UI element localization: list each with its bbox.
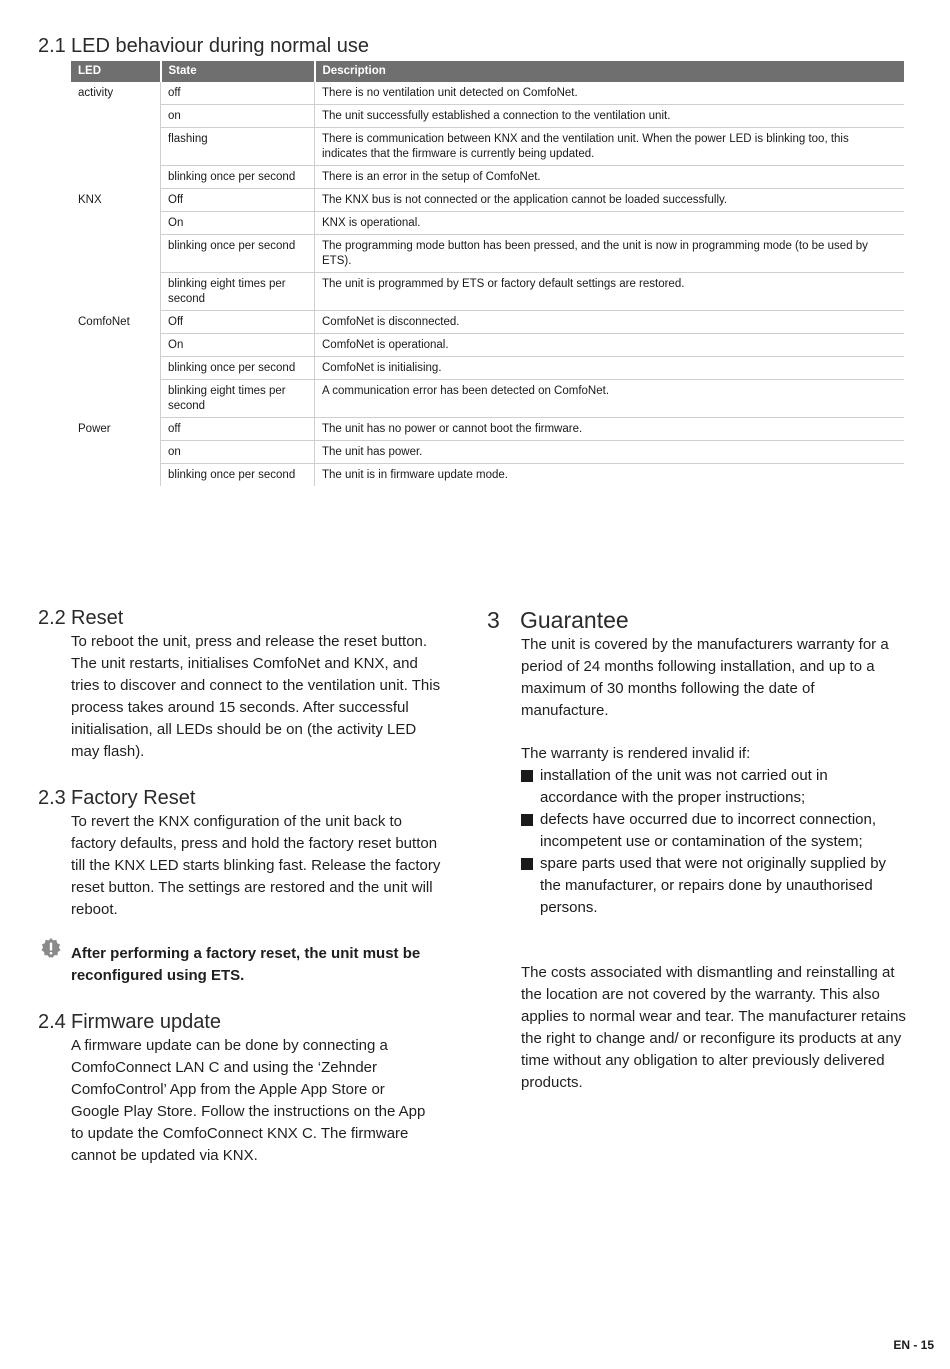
- table-row: [71, 128, 904, 166]
- section-2-3-heading: [38, 787, 195, 810]
- description-cell: KNX is operational.: [315, 212, 905, 235]
- section-number: 2.3: [38, 787, 66, 809]
- list-item-text: spare parts used that were not originally supplied by the manufacturer, or repairs done by unauthorised persons.: [540, 855, 887, 916]
- table-row: [71, 418, 904, 441]
- table-row: [71, 273, 904, 311]
- section-2-4-heading: [38, 1011, 221, 1034]
- state-cell: flashing: [161, 128, 315, 166]
- section-2-2-heading: [38, 607, 123, 630]
- description-cell: A communication error has been detected on ComfoNet.: [315, 380, 905, 418]
- state-cell: blinking once per second: [161, 464, 315, 487]
- factory-reset-note: After performing a factory reset, the unit must be reconfigured using ETS.: [71, 945, 421, 984]
- description-cell: ComfoNet is operational.: [315, 334, 905, 357]
- state-cell: on: [161, 441, 315, 464]
- description-cell: The unit has no power or cannot boot the firmware.: [315, 418, 905, 441]
- table-row: [71, 334, 904, 357]
- guarantee-closing: The costs associated with dismantling and reinstalling at the location are not covered by the warranty. This also applies to normal wear and tear. The manufacturer retains the right to change and/ or reconfigure its products at any time without any obligation to alter previously delivered products.: [521, 964, 906, 1091]
- section-number: 2.2: [38, 607, 66, 629]
- description-cell: The unit successfully established a connection to the ventilation unit.: [315, 105, 905, 128]
- section-3-heading: [487, 607, 629, 634]
- state-cell: Off: [161, 311, 315, 334]
- section-number: 2.4: [38, 1011, 66, 1033]
- description-cell: ComfoNet is disconnected.: [315, 311, 905, 334]
- table-row: [71, 441, 904, 464]
- guarantee-invalid-list: [521, 765, 906, 919]
- section-title: LED behaviour during normal use: [71, 35, 369, 57]
- state-cell: blinking eight times per second: [161, 380, 315, 418]
- warning-badge-icon: [40, 937, 62, 959]
- table-row: [71, 235, 904, 273]
- firmware-update-body: A firmware update can be done by connecting a ComfoConnect LAN C and using the ‘Zehnder ComfoControl’ App from the Apple App Store or Google Play Store. Follow the instructions on the App to update the ComfoConnect KNX C. The firmware cannot be updated via KNX.: [71, 1037, 426, 1164]
- description-cell: The programming mode button has been pressed, and the unit is now in programming mode (to be used by ETS).: [315, 235, 905, 273]
- column-header-state: State: [161, 61, 315, 82]
- description-cell: There is no ventilation unit detected on ComfoNet.: [315, 82, 905, 105]
- column-header-led: LED: [71, 61, 161, 82]
- guarantee-intro: The unit is covered by the manufacturers warranty for a period of 24 months following installation, and up to a maximum of 30 months following the date of manufacture.: [521, 636, 889, 719]
- state-cell: blinking eight times per second: [161, 273, 315, 311]
- table-row: [71, 311, 904, 334]
- led-name-cell: KNX: [78, 193, 102, 206]
- factory-reset-body: To revert the KNX configuration of the unit back to factory defaults, press and hold the factory reset button till the KNX LED starts blinking fast. Release the factory reset button. The settings are restored and the unit will reboot.: [71, 813, 441, 918]
- description-cell: ComfoNet is initialising.: [315, 357, 905, 380]
- list-item-text: installation of the unit was not carried out in accordance with the proper instructions;: [540, 767, 828, 806]
- list-item: [521, 809, 906, 853]
- state-cell: off: [161, 418, 315, 441]
- state-cell: blinking once per second: [161, 166, 315, 189]
- led-behaviour-table: [71, 61, 904, 486]
- list-item: [521, 765, 906, 809]
- column-header-description: Description: [315, 61, 905, 82]
- description-cell: The KNX bus is not connected or the application cannot be loaded successfully.: [315, 189, 905, 212]
- table-header-row: [71, 61, 904, 82]
- table-row: [71, 105, 904, 128]
- list-item-text: defects have occurred due to incorrect connection, incompetent use or contamination of the system;: [540, 811, 877, 850]
- section-title: Guarantee: [520, 607, 629, 633]
- table-row: [71, 357, 904, 380]
- led-name-cell: ComfoNet: [78, 315, 130, 328]
- table-row: [71, 464, 904, 487]
- state-cell: On: [161, 334, 315, 357]
- table-row: [71, 166, 904, 189]
- state-cell: blinking once per second: [161, 357, 315, 380]
- led-name-cell: activity: [78, 87, 114, 99]
- state-cell: On: [161, 212, 315, 235]
- section-number: 3: [487, 607, 500, 633]
- state-cell: off: [161, 82, 315, 105]
- bullet-square-icon: [521, 814, 533, 826]
- description-cell: The unit has power.: [315, 441, 905, 464]
- bullet-square-icon: [521, 770, 533, 782]
- section-title: Firmware update: [71, 1011, 222, 1033]
- section-title: Reset: [71, 607, 124, 629]
- page-number: EN - 15: [893, 1338, 934, 1352]
- description-cell: There is communication between KNX and the ventilation unit. When the power LED is blinking too, this indicates that the firmware is currently being updated.: [315, 128, 905, 166]
- list-item: [521, 853, 906, 919]
- section-title: Factory Reset: [71, 787, 196, 809]
- guarantee-invalid-lead: The warranty is rendered invalid if:: [521, 745, 751, 762]
- reset-body: To reboot the unit, press and release the reset button. The unit restarts, initialises ComfoNet and KNX, and tries to discover and connect to the ventilation unit. This process takes around 15 seconds. After successful initialisation, all LEDs should be on (the activity LED may flash).: [71, 633, 441, 760]
- section-2-1-heading: [38, 35, 369, 58]
- led-name-cell: Power: [78, 422, 111, 435]
- table-row: [71, 189, 904, 212]
- table-row: [71, 212, 904, 235]
- table-row: [71, 82, 904, 105]
- description-cell: There is an error in the setup of ComfoNet.: [315, 166, 905, 189]
- bullet-square-icon: [521, 858, 533, 870]
- description-cell: The unit is in firmware update mode.: [315, 464, 905, 487]
- description-cell: The unit is programmed by ETS or factory default settings are restored.: [315, 273, 905, 311]
- state-cell: on: [161, 105, 315, 128]
- state-cell: Off: [161, 189, 315, 212]
- table-row: [71, 380, 904, 418]
- state-cell: blinking once per second: [161, 235, 315, 273]
- section-number: 2.1: [38, 35, 66, 57]
